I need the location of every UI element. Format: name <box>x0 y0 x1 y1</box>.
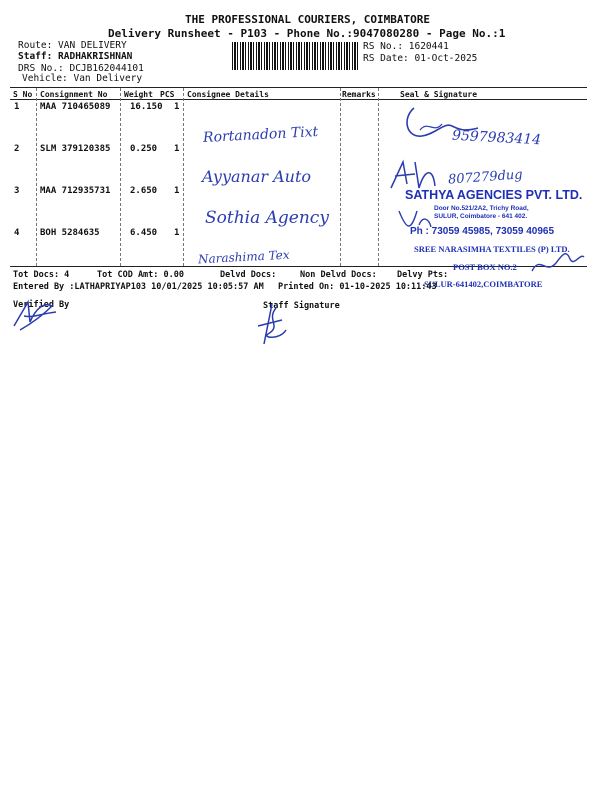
stamp-address: SULUR, Coimbatore - 641 402. <box>434 213 528 220</box>
phone-handwriting: 9597983414 <box>451 127 542 149</box>
non-delivered-docs: Non Delvd Docs: <box>300 270 377 280</box>
rs-date: RS Date: 01-Oct-2025 <box>363 53 478 64</box>
total-docs: Tot Docs: 4 <box>13 270 70 280</box>
row-sno: 1 <box>14 102 20 112</box>
header-consignment: Consignment No <box>40 90 108 99</box>
phone-handwriting: 807279dug <box>447 167 524 188</box>
verified-by-label: Verified By <box>13 300 70 310</box>
barcode <box>232 42 360 70</box>
row-pcs: 1 <box>174 228 180 238</box>
row-consignment: SLM 379120385 <box>40 144 111 154</box>
total-cod: Tot COD Amt: 0.00 <box>97 270 184 280</box>
table-top-rule <box>10 87 587 88</box>
header-weight: Weight <box>124 90 153 99</box>
column-divider <box>340 88 341 266</box>
printed-on: Printed On: 01-10-2025 10:11:43 <box>278 282 437 292</box>
row-weight: 6.450 <box>130 228 158 238</box>
stamp-phone: Ph : 73059 45985, 73059 40965 <box>410 226 555 237</box>
signature-scribble <box>400 100 490 142</box>
stamp-city: SULUR-641402,COIMBATORE <box>424 279 543 289</box>
column-divider <box>183 88 184 266</box>
table-header-rule <box>10 99 587 100</box>
delivery-points: Delvy Pts: <box>397 270 449 280</box>
staff-signature <box>252 300 292 350</box>
row-sno: 2 <box>14 144 20 154</box>
vehicle-line: Vehicle: Van Delivery <box>22 73 143 84</box>
header-pcs: PCS <box>160 90 175 99</box>
consignee-handwriting: Sothia Agency <box>205 208 329 228</box>
route-line: Route: VAN DELIVERY <box>18 40 127 51</box>
stamp-address: Door No.521/2A2, Trichy Road, <box>434 205 529 212</box>
entered-by: Entered By :LATHAPRIYAP103 10/01/2025 10:05:57 AM <box>13 282 264 292</box>
staff-signature-label: Staff Signature <box>263 301 340 311</box>
stamp-post-box: POST BOX NO.2 <box>453 262 517 272</box>
row-weight: 2.650 <box>130 186 158 196</box>
row-weight: 16.150 <box>130 102 163 112</box>
consignee-handwriting: Ayyanar Auto <box>202 167 312 186</box>
column-divider <box>120 88 121 266</box>
row-weight: 0.250 <box>130 144 158 154</box>
delivered-docs: Delvd Docs: <box>220 270 277 280</box>
stamp-company-name: SATHYA AGENCIES PVT. LTD. <box>405 188 583 202</box>
row-consignment: BOH 5284635 <box>40 228 100 238</box>
stamp-textile-name: SREE NARASIMHA TEXTILES (P) LTD. <box>414 244 570 254</box>
staff-line: Staff: RADHAKRISHNAN <box>18 51 133 62</box>
header-sno: S No <box>13 90 33 99</box>
rs-number: RS No.: 1620441 <box>363 41 449 52</box>
row-sno: 3 <box>14 186 20 196</box>
consignee-handwriting: Narashima Tex <box>197 247 290 267</box>
column-divider <box>378 88 379 266</box>
runsheet-subtitle: Delivery Runsheet - P103 - Phone No.:9047080280 - Page No.:1 <box>108 27 506 40</box>
verified-signature <box>10 296 62 334</box>
row-consignment: MAA 710465089 <box>40 102 111 112</box>
column-divider <box>36 88 37 266</box>
row-pcs: 1 <box>174 144 180 154</box>
row-sno: 4 <box>14 228 20 238</box>
consignee-handwriting: Rortanadon Tixt <box>202 123 319 147</box>
row-consignment: MAA 712935731 <box>40 186 111 196</box>
drs-line: DRS No.: DCJB162044101 <box>18 63 144 74</box>
row-pcs: 1 <box>174 186 180 196</box>
row-pcs: 1 <box>174 102 180 112</box>
header-seal: Seal & Signature <box>400 90 478 99</box>
company-name: THE PROFESSIONAL COURIERS, COIMBATORE <box>185 13 431 26</box>
header-consignee: Consignee Details <box>187 90 269 99</box>
header-remarks: Remarks <box>342 90 376 99</box>
